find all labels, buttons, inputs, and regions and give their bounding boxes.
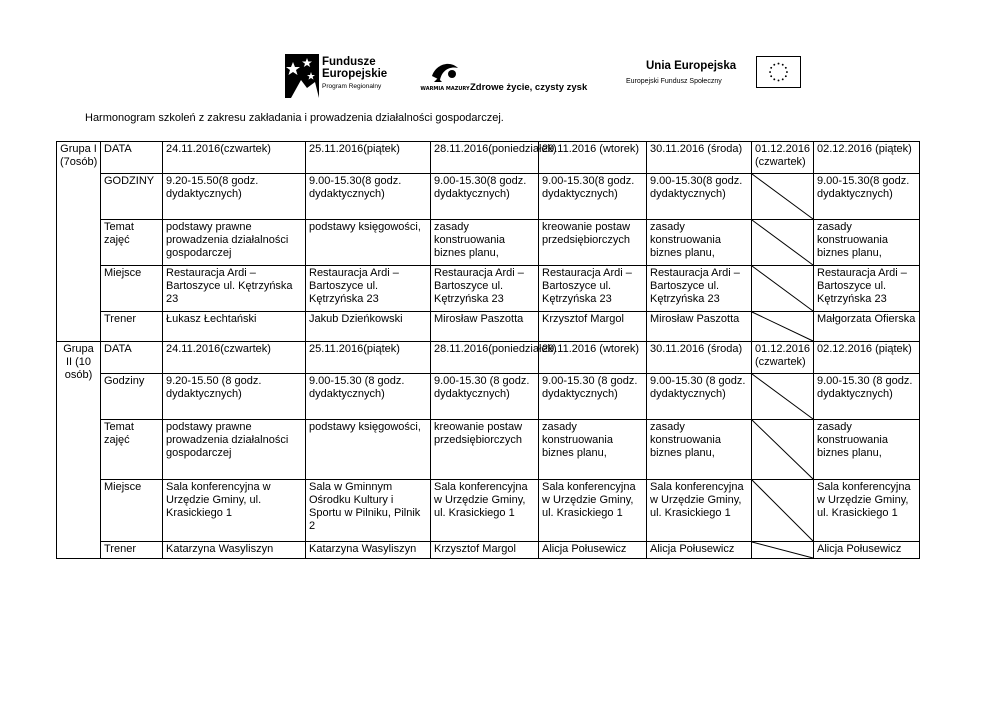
- table-row: [57, 142, 920, 174]
- unia-europejska-logo: [626, 56, 806, 100]
- table-cell: Jakub Dzieńkowski: [306, 312, 431, 342]
- table-cell: 9.00-15.30 (8 godz. dydaktycznych): [647, 374, 752, 420]
- table-cell: 24.11.2016(czwartek): [163, 342, 306, 374]
- table-cell: Restauracja Ardi – Bartoszyce ul. Kętrzyńska 23: [163, 266, 306, 312]
- table-cell: 01.12.2016 (czwartek): [752, 342, 814, 374]
- table-cell: Sala konferencyjna w Urzędzie Gminy, ul. Krasickiego 1: [431, 480, 539, 542]
- table-cell: 9.00-15.30 (8 godz. dydaktycznych): [306, 374, 431, 420]
- cross-line-icon: [752, 420, 813, 479]
- table-cell: zasady konstruowania biznes planu,: [647, 420, 752, 480]
- logo-bar: [0, 50, 992, 105]
- table-cell: kreowanie postaw przedsiębiorczych: [539, 220, 647, 266]
- empty-cell-crossed: [752, 420, 814, 480]
- table-cell: 25.11.2016(piątek): [306, 142, 431, 174]
- row-label: Trener: [101, 542, 163, 559]
- table-row: [57, 266, 920, 312]
- empty-cell-crossed: [752, 220, 814, 266]
- cross-line-icon: [752, 174, 813, 219]
- table-cell: podstawy prawne prowadzenia działalności gospodarczej: [163, 220, 306, 266]
- cross-line-icon: [752, 480, 813, 541]
- table-cell: podstawy księgowości,: [306, 420, 431, 480]
- row-label: Godziny: [101, 374, 163, 420]
- table-cell: zasady konstruowania biznes planu,: [814, 420, 920, 480]
- table-cell: Restauracja Ardi – Bartoszyce ul. Kętrzyńska 23: [539, 266, 647, 312]
- table-cell: Mirosław Paszotta: [647, 312, 752, 342]
- table-cell: Restauracja Ardi – Bartoszyce ul. Kętrzyńska 23: [431, 266, 539, 312]
- table-cell: Sala konferencyjna w Urzędzie Gminy, ul. Krasickiego 1: [539, 480, 647, 542]
- row-label: DATA: [101, 342, 163, 374]
- table-cell: 24.11.2016(czwartek): [163, 142, 306, 174]
- group-label: Grupa II (10 osób): [57, 342, 101, 559]
- table-cell: 9.00-15.30(8 godz. dydaktycznych): [431, 174, 539, 220]
- table-cell: 9.00-15.30(8 godz. dydaktycznych): [539, 174, 647, 220]
- table-cell: zasady konstruowania biznes planu,: [647, 220, 752, 266]
- empty-cell-crossed: [752, 480, 814, 542]
- warmia-mazury-logo: [420, 58, 598, 98]
- group-label: Grupa I (7osób): [57, 142, 101, 342]
- table-cell: 29.11.2016 (wtorek): [539, 142, 647, 174]
- table-cell: Restauracja Ardi – Bartoszyce ul. Kętrzyńska 23: [814, 266, 920, 312]
- cross-line-icon: [752, 542, 813, 558]
- table-cell: Restauracja Ardi – Bartoszyce ul. Kętrzyńska 23: [647, 266, 752, 312]
- table-cell: 28.11.2016(poniedziałek): [431, 342, 539, 374]
- table-cell: 9.00-15.30 (8 godz. dydaktycznych): [431, 374, 539, 420]
- table-cell: 9.00-15.30(8 godz. dydaktycznych): [647, 174, 752, 220]
- table-cell: Sala konferencyjna w Urzędzie Gminy, ul. Krasickiego 1: [814, 480, 920, 542]
- fe-subtitle: Program Regionalny: [322, 83, 382, 90]
- table-cell: Alicja Połusewicz: [647, 542, 752, 559]
- table-row: [57, 342, 920, 374]
- table-cell: podstawy księgowości,: [306, 220, 431, 266]
- fe-line2: Europejskie: [322, 68, 388, 80]
- fundusze-europejskie-title: [322, 56, 387, 80]
- row-label: Miejsce: [101, 266, 163, 312]
- row-label: Temat zajęć: [101, 220, 163, 266]
- document-heading: Harmonogram szkoleń z zakresu zakładania i prowadzenia działalności gospodarczej.: [85, 112, 504, 124]
- fundusze-europejskie-logo: [285, 54, 405, 102]
- table-cell: Łukasz Łechtański: [163, 312, 306, 342]
- table-cell: 02.12.2016 (piątek): [814, 142, 920, 174]
- table-cell: Katarzyna Wasyliszyn: [163, 542, 306, 559]
- empty-cell-crossed: [752, 266, 814, 312]
- cross-line-icon: [752, 220, 813, 265]
- wm-mark-text: WARMIA MAZURY: [420, 86, 470, 92]
- wm-slogan: Zdrowe życie, czysty zysk: [470, 82, 588, 93]
- row-label: DATA: [101, 142, 163, 174]
- table-cell: 29.11.2016 (wtorek): [539, 342, 647, 374]
- table-row: [57, 480, 920, 542]
- fundusze-europejskie-mark-icon: [285, 54, 319, 98]
- table-cell: 9.00-15.30(8 godz. dydaktycznych): [814, 174, 920, 220]
- table-row: [57, 174, 920, 220]
- table-cell: Alicja Połusewicz: [814, 542, 920, 559]
- table-cell: 01.12.2016 (czwartek): [752, 142, 814, 174]
- table-cell: zasady konstruowania biznes planu,: [431, 220, 539, 266]
- table-cell: Małgorzata Ofierska: [814, 312, 920, 342]
- row-label: Trener: [101, 312, 163, 342]
- table-cell: 9.00-15.30 (8 godz. dydaktycznych): [814, 374, 920, 420]
- empty-cell-crossed: [752, 542, 814, 559]
- table-cell: Krzysztof Margol: [539, 312, 647, 342]
- table-cell: Sala konferencyjna w Urzędzie Gminy, ul. Krasickiego 1: [647, 480, 752, 542]
- table-cell: 28.11.2016(poniedziałek): [431, 142, 539, 174]
- table-cell: 9.00-15.30(8 godz. dydaktycznych): [306, 174, 431, 220]
- table-cell: 02.12.2016 (piątek): [814, 342, 920, 374]
- cross-line-icon: [752, 266, 813, 311]
- table-row: [57, 542, 920, 559]
- table-cell: zasady konstruowania biznes planu,: [539, 420, 647, 480]
- empty-cell-crossed: [752, 374, 814, 420]
- empty-cell-crossed: [752, 312, 814, 342]
- row-label: GODZINY: [101, 174, 163, 220]
- empty-cell-crossed: [752, 174, 814, 220]
- row-label: Miejsce: [101, 480, 163, 542]
- table-cell: 25.11.2016(piątek): [306, 342, 431, 374]
- table-cell: Katarzyna Wasyliszyn: [306, 542, 431, 559]
- table-cell: Sala w Gminnym Ośrodku Kultury i Sportu w Pilniku, Pilnik 2: [306, 480, 431, 542]
- table-cell: Krzysztof Margol: [431, 542, 539, 559]
- table-row: [57, 420, 920, 480]
- table-row: [57, 312, 920, 342]
- table-row: [57, 220, 920, 266]
- row-label: Temat zajęć: [101, 420, 163, 480]
- fe-line1: Fundusze: [322, 56, 376, 68]
- table-cell: kreowanie postaw przedsiębiorczych: [431, 420, 539, 480]
- ue-subtitle: Europejski Fundusz Społeczny: [626, 78, 722, 85]
- table-cell: podstawy prawne prowadzenia działalności gospodarczej: [163, 420, 306, 480]
- warmia-mazury-mark-icon: [420, 58, 470, 94]
- table-cell: 9.20-15.50(8 godz. dydaktycznych): [163, 174, 306, 220]
- table-cell: 30.11.2016 (środa): [647, 342, 752, 374]
- table-cell: 9.00-15.30 (8 godz. dydaktycznych): [539, 374, 647, 420]
- table-cell: Mirosław Paszotta: [431, 312, 539, 342]
- ue-title: Unia Europejska: [646, 60, 737, 72]
- table-cell: zasady konstruowania biznes planu,: [814, 220, 920, 266]
- table-cell: Alicja Połusewicz: [539, 542, 647, 559]
- table-row: [57, 374, 920, 420]
- table-cell: 30.11.2016 (środa): [647, 142, 752, 174]
- cross-line-icon: [752, 374, 813, 419]
- cross-line-icon: [752, 312, 813, 341]
- eu-flag-icon: [756, 56, 801, 88]
- table-cell: 9.20-15.50 (8 godz. dydaktycznych): [163, 374, 306, 420]
- table-cell: Restauracja Ardi – Bartoszyce ul. Kętrzyńska 23: [306, 266, 431, 312]
- schedule-table: [56, 141, 920, 559]
- table-cell: Sala konferencyjna w Urzędzie Gminy, ul. Krasickiego 1: [163, 480, 306, 542]
